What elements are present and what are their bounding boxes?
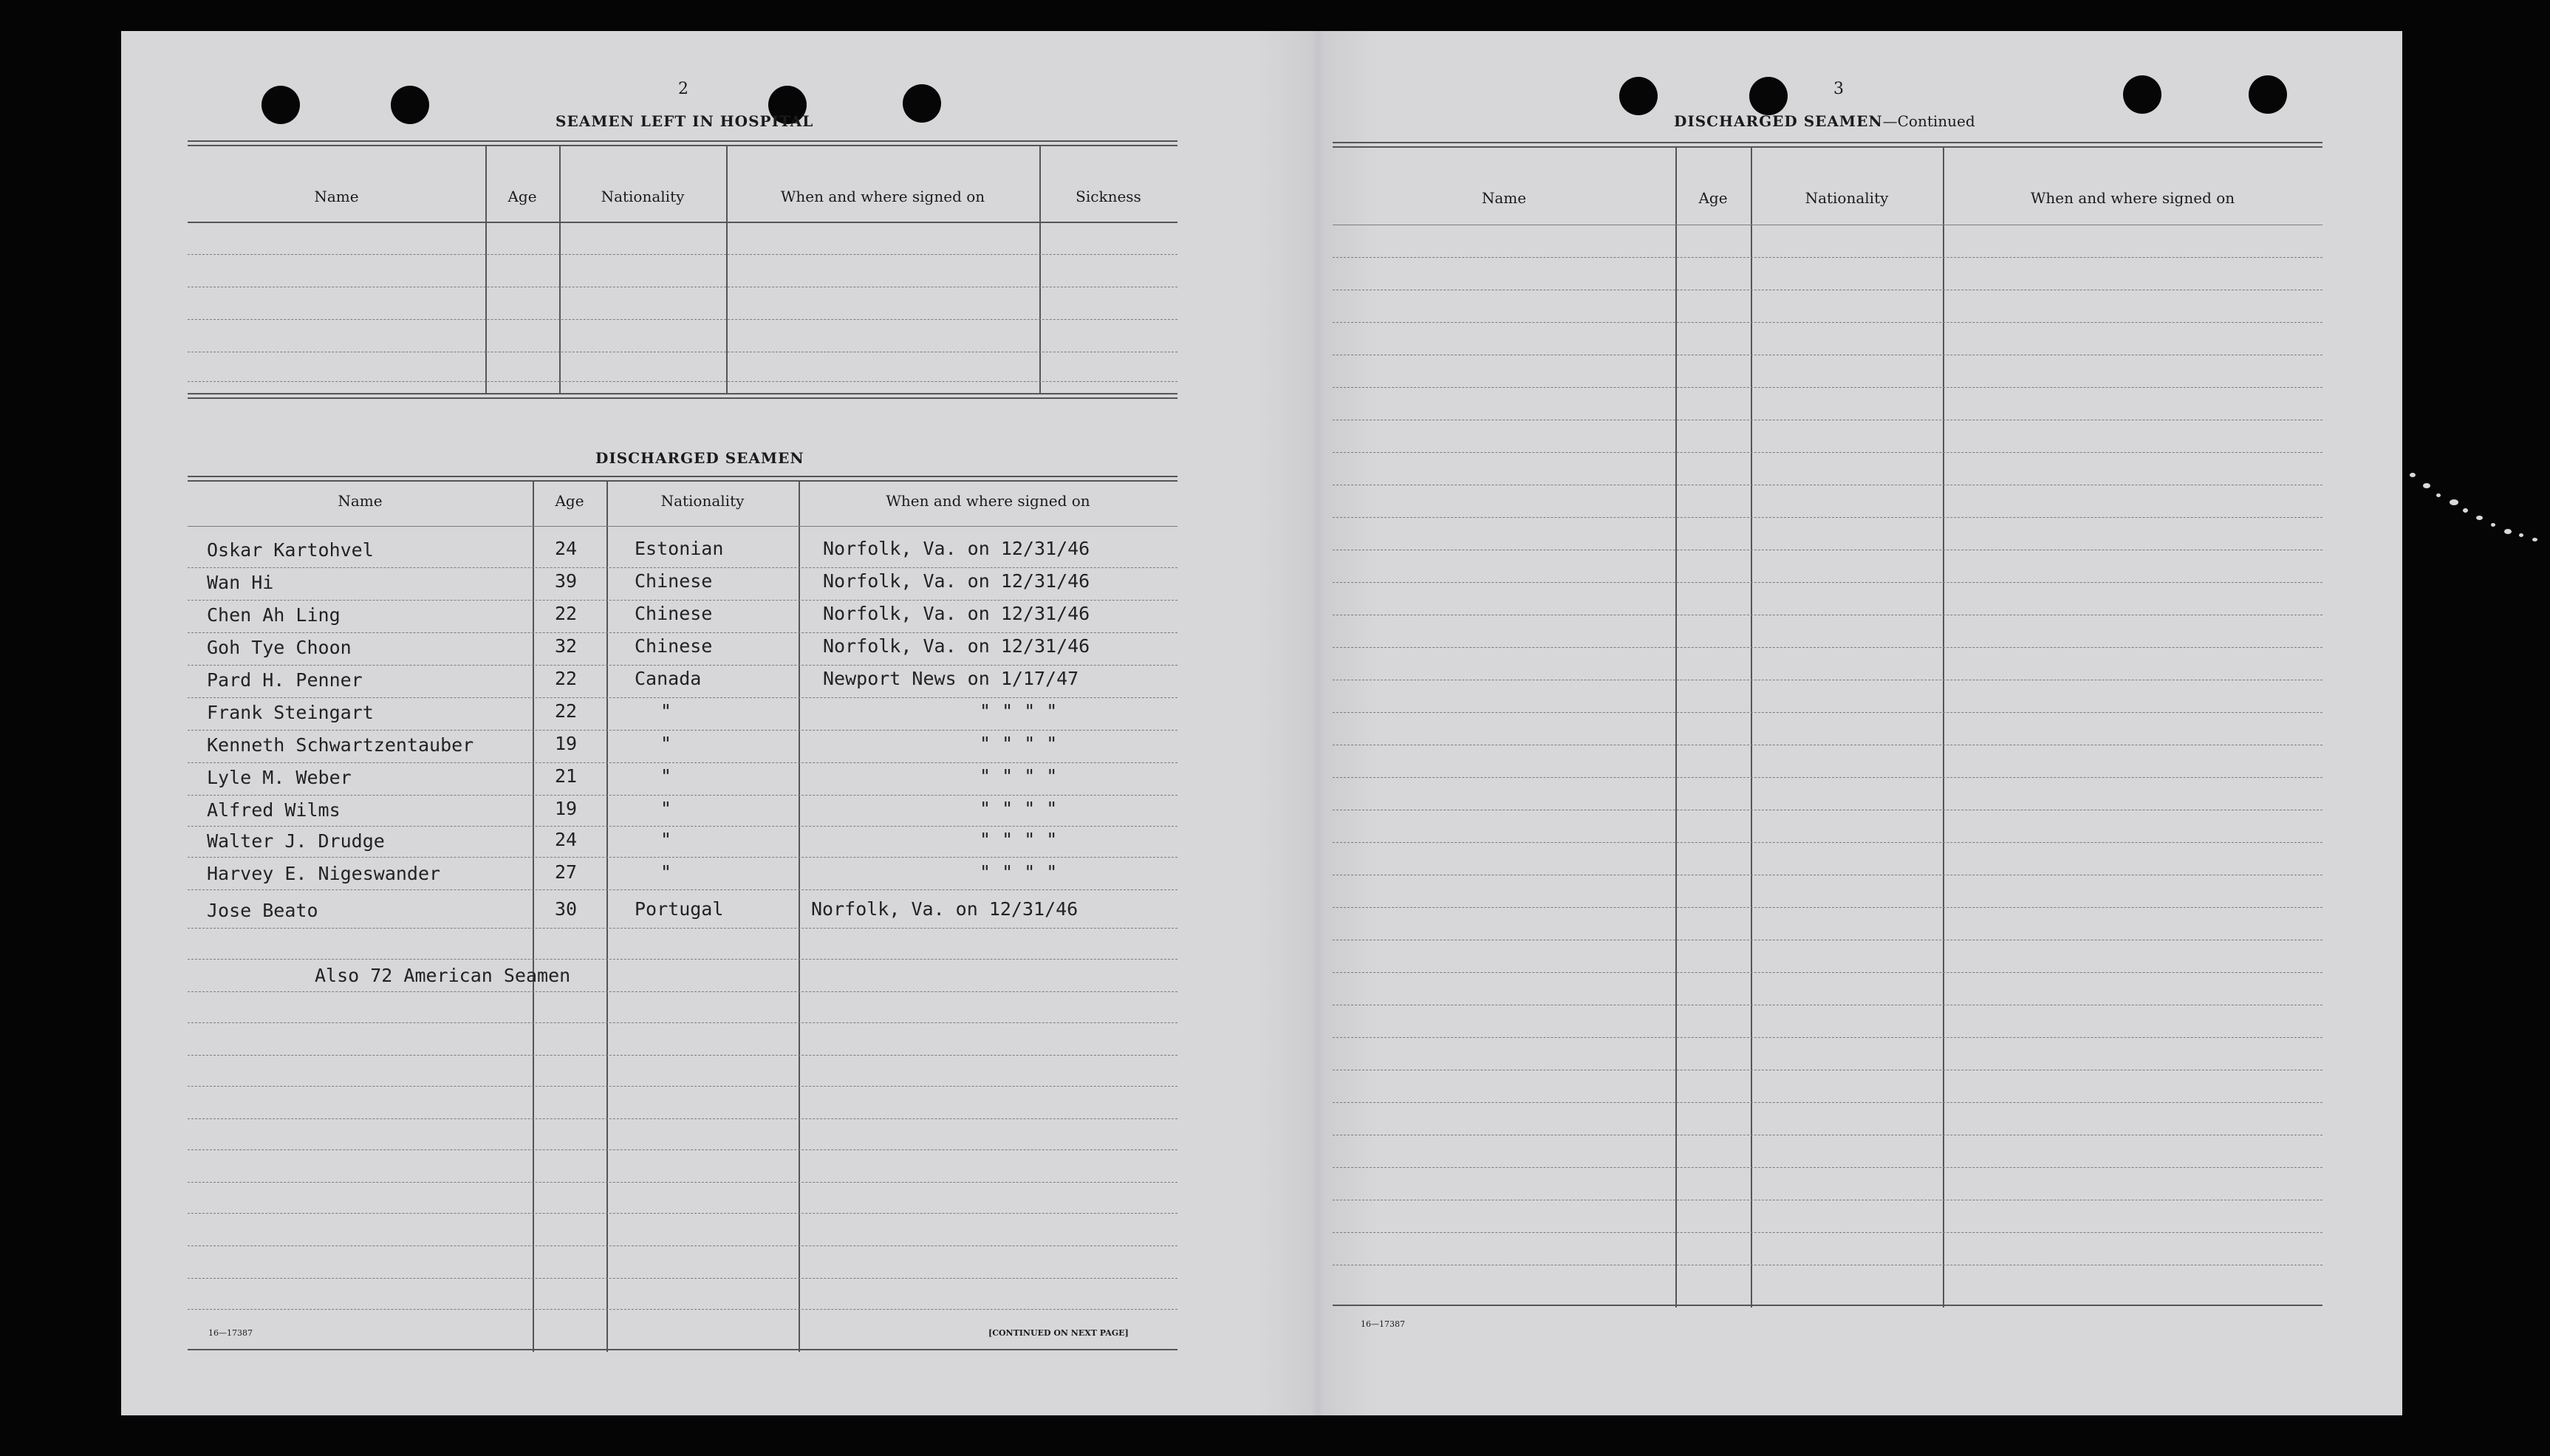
col-header-nationality: Nationality: [1805, 189, 1889, 207]
signed-cell: " " " ": [980, 829, 1058, 850]
col-header-age: Age: [555, 492, 584, 510]
signed-cell: " " " ": [980, 861, 1058, 883]
name-cell: Chen Ah Ling: [207, 604, 341, 626]
punch-hole: [2249, 75, 2287, 114]
discharged-continued-title: [1674, 112, 1975, 130]
nationality-cell: Portugal: [635, 898, 724, 920]
hospital-title: SEAMEN LEFT IN HOSPITAL: [556, 112, 814, 130]
name-cell: Oskar Kartohvel: [207, 539, 374, 561]
title-main: DISCHARGED SEAMEN: [1674, 112, 1883, 130]
page-number: 2: [678, 80, 688, 98]
signed-cell: Norfolk, Va. on 12/31/46: [823, 570, 1090, 592]
name-cell: Frank Steingart: [207, 702, 374, 723]
nationality-cell: ": [660, 798, 672, 819]
signed-cell: " " " ": [980, 798, 1058, 819]
nationality-cell: ": [660, 765, 672, 787]
nationality-cell: Chinese: [635, 635, 713, 657]
name-cell: Pard H. Penner: [207, 669, 363, 691]
nationality-cell: ": [660, 829, 672, 850]
form-number: 16—17387: [1361, 1319, 1405, 1329]
american-seamen-note: Also 72 American Seamen: [315, 965, 571, 986]
col-header-signed: When and where signed on: [2030, 189, 2235, 207]
punch-hole: [1749, 77, 1788, 115]
col-header-name: Name: [314, 188, 359, 205]
name-cell: Wan Hi: [207, 572, 274, 593]
signed-cell: Norfolk, Va. on 12/31/46: [823, 538, 1090, 559]
punch-hole: [1619, 77, 1658, 115]
col-header-signed: When and where signed on: [780, 188, 985, 205]
age-cell: 24: [555, 538, 578, 559]
nationality-cell: Canada: [635, 668, 702, 689]
signed-cell: " " " ": [980, 700, 1058, 722]
name-cell: Harvey E. Nigeswander: [207, 863, 441, 884]
col-header-name: Name: [338, 492, 383, 510]
form-number: 16—17387: [208, 1328, 253, 1338]
continued-note: [CONTINUED ON NEXT PAGE]: [988, 1328, 1129, 1338]
hospital-table: [188, 140, 1177, 428]
name-cell: Alfred Wilms: [207, 799, 341, 821]
col-header-age: Age: [507, 188, 537, 205]
punch-hole: [391, 86, 429, 124]
nationality-cell: ": [660, 861, 672, 883]
signed-cell: Norfolk, Va. on 12/31/46: [823, 603, 1090, 624]
signed-cell: " " " ": [980, 765, 1058, 787]
nationality-cell: ": [660, 733, 672, 754]
age-cell: 32: [555, 635, 578, 657]
nationality-cell: Chinese: [635, 603, 713, 624]
col-header-nationality: Nationality: [601, 188, 685, 205]
name-cell: Goh Tye Choon: [207, 637, 352, 658]
right-page: [1262, 31, 2402, 1415]
age-cell: 27: [555, 861, 578, 883]
signed-cell: " " " ": [980, 733, 1058, 754]
punch-hole: [2123, 75, 2161, 114]
nationality-cell: Chinese: [635, 570, 713, 592]
col-header-age: Age: [1698, 189, 1728, 207]
col-header-name: Name: [1481, 189, 1527, 207]
age-cell: 39: [555, 570, 578, 592]
age-cell: 30: [555, 898, 578, 920]
discharged-table: [188, 476, 1177, 1355]
nationality-cell: ": [660, 700, 672, 722]
name-cell: Walter J. Drudge: [207, 830, 385, 852]
document-sheet: [121, 31, 2402, 1415]
signed-cell: Norfolk, Va. on 12/31/46: [823, 635, 1090, 657]
col-header-nationality: Nationality: [660, 492, 745, 510]
age-cell: 19: [555, 798, 578, 819]
age-cell: 22: [555, 700, 578, 722]
signed-cell: Newport News on 1/17/47: [823, 668, 1079, 689]
age-cell: 21: [555, 765, 578, 787]
age-cell: 24: [555, 829, 578, 850]
title-suffix: —Continued: [1882, 112, 1975, 130]
name-cell: Kenneth Schwartzentauber: [207, 734, 474, 756]
nationality-cell: Estonian: [635, 538, 724, 559]
name-cell: Jose Beato: [207, 900, 318, 921]
name-cell: Lyle M. Weber: [207, 767, 352, 788]
age-cell: 22: [555, 668, 578, 689]
col-header-signed: When and where signed on: [886, 492, 1090, 510]
punch-hole: [262, 86, 300, 124]
page-number: 3: [1833, 80, 1844, 98]
age-cell: 22: [555, 603, 578, 624]
col-header-sickness: Sickness: [1076, 188, 1141, 205]
discharged-continued-table: [1333, 142, 2322, 1343]
discharged-title: DISCHARGED SEAMEN: [595, 449, 804, 467]
left-page: [121, 31, 1259, 1415]
punch-hole: [903, 84, 941, 123]
age-cell: 19: [555, 733, 578, 754]
signed-cell: Norfolk, Va. on 12/31/46: [811, 898, 1079, 920]
